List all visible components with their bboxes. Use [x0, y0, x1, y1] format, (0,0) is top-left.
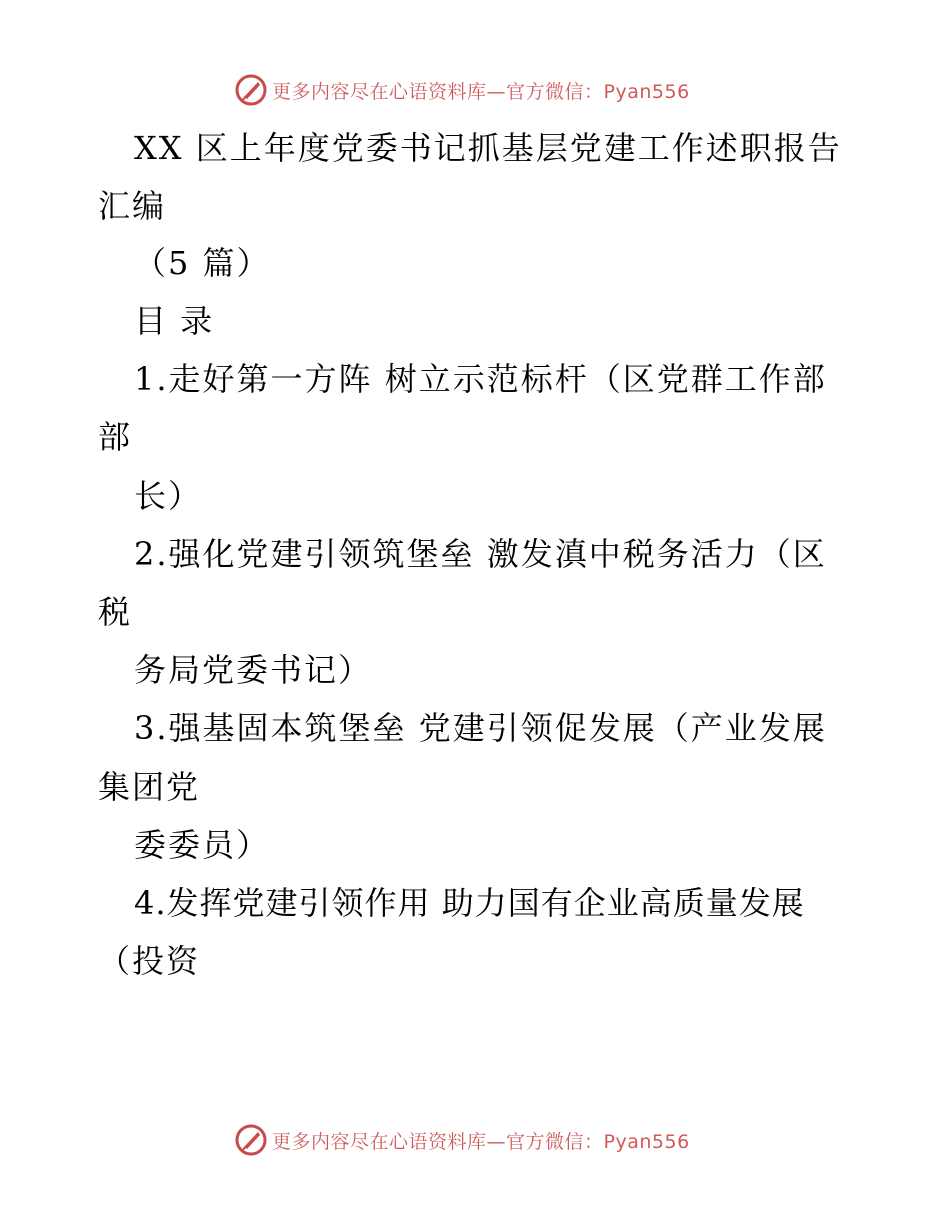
header-watermark — [234, 70, 714, 110]
toc-item-1-line-1: 1.走好第一方阵 树立示范标杆（区党群工作部 — [134, 360, 827, 398]
toc-item-4-line-1: 4.发挥党建引领作用 助力国有企业高质量发展 — [134, 884, 805, 922]
toc-item-3-line-2: 集团党 — [98, 768, 201, 806]
quill-circle-logo-icon — [234, 1123, 268, 1157]
toc-item-2-line-1: 2.强化党建引领筑堡垒 激发滇中税务活力（区 — [134, 535, 827, 573]
document-subtitle: （5 篇） — [134, 244, 271, 282]
toc-item-4-line-2: （投资 — [98, 942, 201, 980]
toc-item-1-line-2: 部 — [98, 418, 133, 456]
toc-item-3-line-3: 委委员） — [134, 826, 271, 864]
watermark-text: 更多内容尽在心语资料库—官方微信：Pyan556 — [272, 1130, 690, 1153]
toc-item-3-line-1: 3.强基固本筑堡垒 党建引领促发展（产业发展 — [134, 709, 827, 747]
quill-circle-logo-icon — [234, 73, 268, 107]
toc-item-1-line-3: 长） — [134, 477, 203, 515]
toc-heading: 目 录 — [134, 302, 215, 340]
footer-watermark — [234, 1120, 714, 1160]
toc-item-2-line-2: 税 — [98, 593, 133, 631]
document-title-line-1: XX 区上年度党委书记抓基层党建工作述职报告 — [134, 129, 842, 167]
watermark-text: 更多内容尽在心语资料库—官方微信：Pyan556 — [272, 80, 690, 103]
toc-item-2-line-3: 务局党委书记） — [134, 651, 373, 689]
document-title-line-2: 汇编 — [98, 187, 167, 225]
